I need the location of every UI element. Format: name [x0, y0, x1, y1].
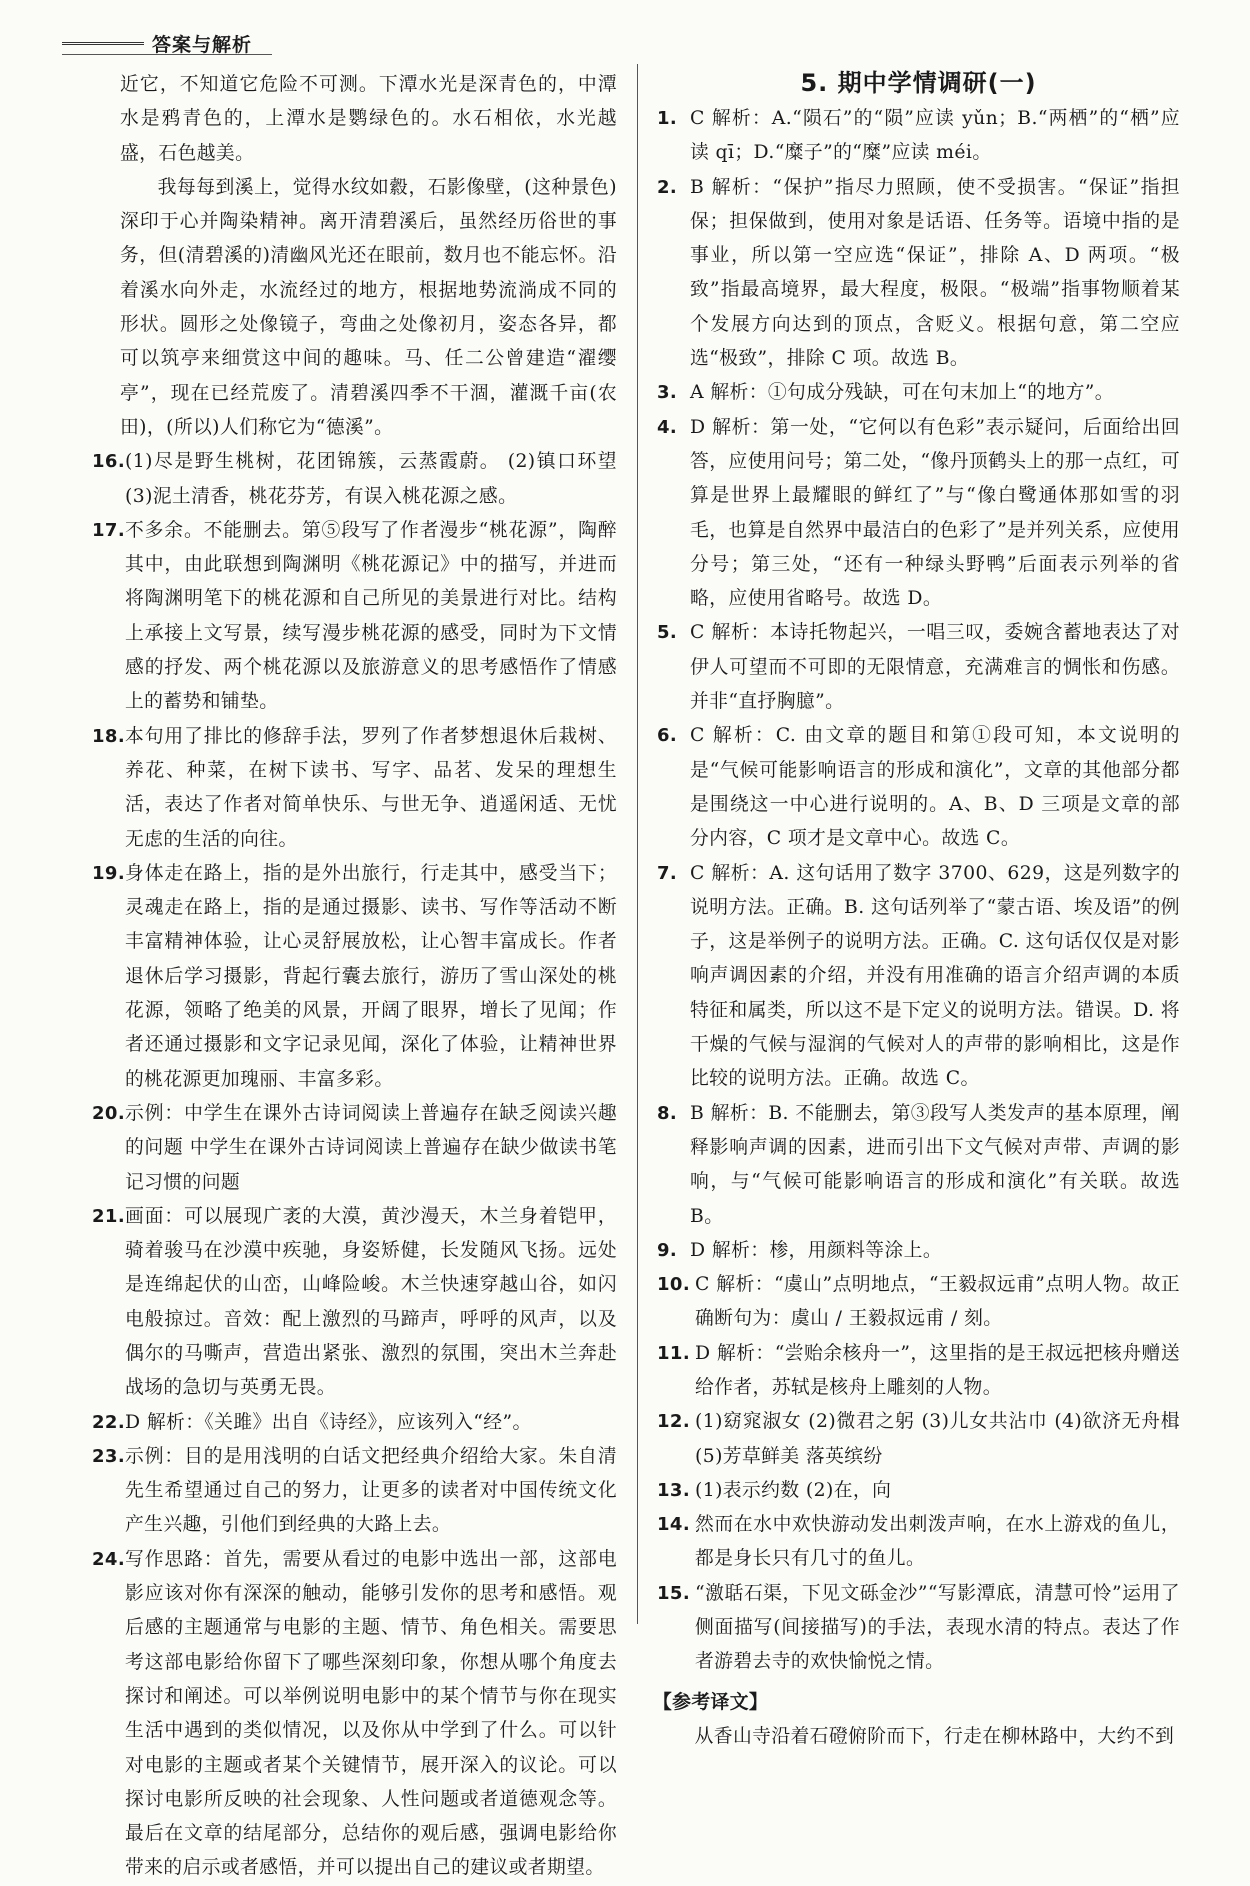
- item-text: 写作思路：首先，需要从看过的电影中选出一部，这部电影应该对你有深深的触动，能够引发你的思考和感悟。观后感的主题通常与电影的主题、情节、角色相关。需要思考这部电影给你留下了哪些深刻印象，你想从哪个角度去探讨和阐述。可以举例说明电影中的某个情节与你在现实生活中遇到的类似情况，以及你从中学到了什么。可以针对电影的主题或者某个关键情节，展开深入的议论。可以探讨电影所反映的社会现象、人性问题或者道德观念等。最后在文章的结尾部分，总结你的观后感，强调电影给你带来的启示或者感悟，并可以提出自己的建议或者期望。: [125, 1548, 617, 1879]
- item-text: C 解析：A.“陨石”的“陨”应读 yǔn；B.“两栖”的“栖”应读 qī；D.“糜子”的“糜”应读 méi。: [690, 108, 1180, 164]
- answer-item: [657, 1097, 1180, 1234]
- item-text: “激聒石渠，下见文砾金沙”“写影潭底，清慧可怜”运用了侧面描写(间接描写)的手法，表现水清的特点。表达了作者游碧去寺的欢快愉悦之情。: [695, 1582, 1180, 1673]
- item-text: 示例：中学生在课外古诗词阅读上普遍存在缺乏阅读兴趣的问题 中学生在课外古诗词阅读上普遍存在缺少做读书笔记习惯的问题: [125, 1102, 617, 1193]
- item-text: 画面：可以展现广袤的大漠，黄沙漫天，木兰身着铠甲，骑着骏马在沙漠中疾驰，身姿矫健，长发随风飞扬。远处是连绵起伏的山峦，山峰险峻。木兰快速穿越山谷，如闪电般掠过。音效：配上激烈的马蹄声，呼呼的风声，以及偶尔的马嘶声，营造出紧张、激烈的氛围，突出木兰奔赴战场的急切与英勇无畏。: [125, 1205, 617, 1399]
- answer-item: [92, 514, 617, 720]
- item-number: 11.: [657, 1342, 691, 1364]
- answer-item: [92, 1440, 617, 1543]
- header-title: 答案与解析: [152, 34, 253, 56]
- answer-item: [92, 1200, 617, 1406]
- intro-paragraph: 近它，不知道它危险不可测。下潭水光是深青色的，中潭水是鸦青色的，上潭水是鹦绿色的。水石相依，水光越盛，石色越美。: [120, 74, 617, 164]
- answer-item: [657, 1405, 1180, 1474]
- answer-item: [657, 719, 1180, 856]
- item-text: C 解析：本诗托物起兴，一唱三叹，委婉含蓄地表达了对伊人可望而不可即的无限情意，充满难言的惆怅和伤感。并非“直抒胸臆”。: [690, 622, 1180, 713]
- item-text: 示例：目的是用浅明的白话文把经典介绍给大家。朱自清先生希望通过自己的努力，让更多的读者对中国传统文化产生兴趣，引他们到经典的大路上去。: [125, 1445, 617, 1536]
- header-underline: [62, 54, 272, 55]
- item-number: 19.: [92, 862, 126, 884]
- answer-item: [92, 1406, 617, 1440]
- section-title: 5. 期中学情调研(一): [800, 69, 1037, 97]
- item-text: C 解析：C. 由文章的题目和第①段可知，本文说明的是“气候可能影响语言的形成和演化”，文章的其他部分都是围绕这一中心进行说明的。A、B、D 三项是文章的部分内容，C 项才是文章中心。故选 C。: [690, 725, 1180, 850]
- item-text: 身体走在路上，指的是外出旅行，行走其中，感受当下；灵魂走在路上，指的是通过摄影、读书、写作等活动不断丰富精神体验，让心灵舒展放松，让心智丰富成长。作者退休后学习摄影，背起行囊去旅行，游历了雪山深处的桃花源，领略了绝美的风景，开阔了眼界，增长了见闻；作者还通过摄影和文字记录见闻，深化了体验，让精神世界的桃花源更加瑰丽、丰富多彩。: [125, 862, 617, 1090]
- right-column: [653, 68, 1180, 1754]
- item-number: 13.: [657, 1479, 691, 1501]
- answer-item: [657, 411, 1180, 617]
- item-number: 4.: [657, 416, 678, 438]
- answer-item: [92, 1543, 617, 1886]
- answer-item: [657, 857, 1180, 1097]
- item-text: 不多余。不能删去。第⑤段写了作者漫步“桃花源”，陶醉其中，由此联想到陶渊明《桃花源记》中的描写，并进而将陶渊明笔下的桃花源和自己所见的美景进行对比。结构上承接上文写景，续写漫步桃花源的感受，同时为下文情感的抒发、两个桃花源以及旅游意义的思考感悟作了情感上的蓄势和铺垫。: [125, 519, 617, 713]
- item-number: 7.: [657, 862, 678, 884]
- answer-item: [657, 1508, 1180, 1577]
- item-number: 18.: [92, 725, 126, 747]
- column-divider: [637, 64, 638, 1624]
- item-number: 6.: [657, 725, 678, 747]
- answer-item: [657, 1337, 1180, 1406]
- item-number: 20.: [92, 1102, 126, 1124]
- answer-item: [657, 102, 1180, 171]
- answer-item: [92, 720, 617, 857]
- answer-item: [92, 445, 617, 514]
- answer-item: [657, 171, 1180, 377]
- item-text: D 解析：《关雎》出自《诗经》，应该列入“经”。: [125, 1411, 532, 1433]
- reference-translation-text: 从香山寺沿着石磴俯阶而下，行走在柳林路中，大约不到: [694, 1725, 1175, 1747]
- item-text: 本句用了排比的修辞手法，罗列了作者梦想退休后栽树、养花、种菜，在树下读书、写字、品茗、发呆的理想生活，表达了作者对简单快乐、与世无争、逍遥闲适、无忧无虑的生活的向往。: [125, 725, 617, 850]
- item-number: 2.: [657, 176, 678, 198]
- intro-paragraph: 我每每到溪上，觉得水纹如縠，石影像壁，(这种景色)深印于心并陶染精神。离开清碧溪后，虽然经历俗世的事务，但(清碧溪的)清幽风光还在眼前，数月也不能忘怀。沿着溪水向外走，水流经过的地方，根据地势流淌成不同的形状。圆形之处像镜子，弯曲之处像初月，姿态各异，都可以筑亭来细赏这中间的趣味。马、任二公曾建造“濯缨亭”，现在已经荒废了。清碧溪四季不干涸，灌溉千亩(农田)，(所以)人们称它为“德溪”。: [120, 176, 617, 438]
- item-number: 14.: [657, 1514, 691, 1536]
- item-number: 24.: [92, 1548, 126, 1570]
- item-text: A 解析：①句成分残缺，可在句末加上“的地方”。: [690, 382, 1114, 404]
- item-text: B 解析：“保护”指尽力照顾，使不受损害。“保证”指担保；担保做到，使用对象是话语、任务等。语境中指的是事业，所以第一空应选“保证”，排除 A、D 两项。“极致”指最高境界，最大程度，极限。“极端”指事物顺着某个发展方向达到的顶点，含贬义。根据句意，第二空应选“极致”，排除 C 项。故选 B。: [690, 176, 1180, 370]
- answer-item: [657, 1577, 1180, 1680]
- item-text: (1)表示约数 (2)在，向: [695, 1479, 892, 1501]
- answer-item: [657, 616, 1180, 719]
- item-text: (1)尽是野生桃树，花团锦簇，云蒸霞蔚。 (2)镇口环望 (3)泥土清香，桃花芬芳，有误入桃花源之感。: [125, 451, 617, 507]
- item-text: D 解析：椮，用颜料等涂上。: [690, 1239, 943, 1261]
- reference-translation-label: 【参考译文】: [653, 1691, 769, 1713]
- item-text: (1)窈窕淑女 (2)微君之躬 (3)儿女共沾巾 (4)欲济无舟楫 (5)芳草鲜美 落英缤纷: [695, 1411, 1180, 1467]
- answer-item: [657, 1234, 1180, 1268]
- item-number: 21.: [92, 1205, 126, 1227]
- header-rule: [62, 42, 144, 45]
- item-number: 10.: [657, 1274, 691, 1296]
- item-number: 1.: [657, 108, 678, 129]
- item-number: 3.: [657, 382, 678, 404]
- item-number: 9.: [657, 1239, 678, 1261]
- answer-item: [92, 1097, 617, 1200]
- item-text: C 解析：“虞山”点明地点，“王毅叔远甫”点明人物。故正确断句为：虞山 / 王毅叔远甫 / 刻。: [695, 1274, 1180, 1330]
- item-number: 15.: [657, 1582, 691, 1604]
- item-number: 17.: [92, 519, 126, 541]
- answer-item: [92, 857, 617, 1097]
- item-text: B 解析：B. 不能删去，第③段写人类发声的基本原理，阐释影响声调的因素，进而引出下文气候对声带、声调的影响，与“气候可能影响语言的形成和演化”有关联。故选 B。: [690, 1102, 1180, 1227]
- answer-item: [657, 1268, 1180, 1337]
- page-header: [62, 30, 252, 57]
- item-number: 12.: [657, 1411, 691, 1433]
- item-text: D 解析：“尝贻余核舟一”，这里指的是王叔远把核舟赠送给作者，苏轼是核舟上雕刻的人物。: [695, 1342, 1180, 1398]
- item-number: 5.: [657, 622, 678, 644]
- answer-item: [657, 376, 1180, 410]
- item-number: 8.: [657, 1102, 678, 1124]
- answer-item: [657, 1474, 1180, 1508]
- item-number: 16.: [92, 451, 126, 473]
- item-text: 然而在水中欢快游动发出刺泼声响，在水上游戏的鱼儿，都是身长只有几寸的鱼儿。: [695, 1514, 1180, 1570]
- left-column: [92, 68, 617, 1886]
- item-number: 23.: [92, 1445, 126, 1467]
- item-text: C 解析：A. 这句话用了数字 3700、629，这是列数字的说明方法。正确。B. 这句话列举了“蒙古语、埃及语”的例子，这是举例子的说明方法。正确。C. 这句话仅仅是对影响声调因素的介绍，并没有用准确的语言介绍声调的本质特征和属类，所以这不是下定义的说明方法。错误。D. 将干燥的气候与湿润的气候对人的声带的影响相比，这是作比较的说明方法。正确。故选 C。: [690, 862, 1180, 1090]
- item-text: D 解析：第一处，“它何以有色彩”表示疑问，后面给出回答，应使用问号；第二处，“像丹顶鹤头上的那一点红，可算是世界上最耀眼的鲜红了”与“像白鹭通体那如雪的羽毛，也算是自然界中最洁白的色彩了”是并列关系，应使用分号；第三处，“还有一种绿头野鸭”后面表示列举的省略，应使用省略号。故选 D。: [690, 416, 1180, 610]
- item-number: 22.: [92, 1411, 126, 1433]
